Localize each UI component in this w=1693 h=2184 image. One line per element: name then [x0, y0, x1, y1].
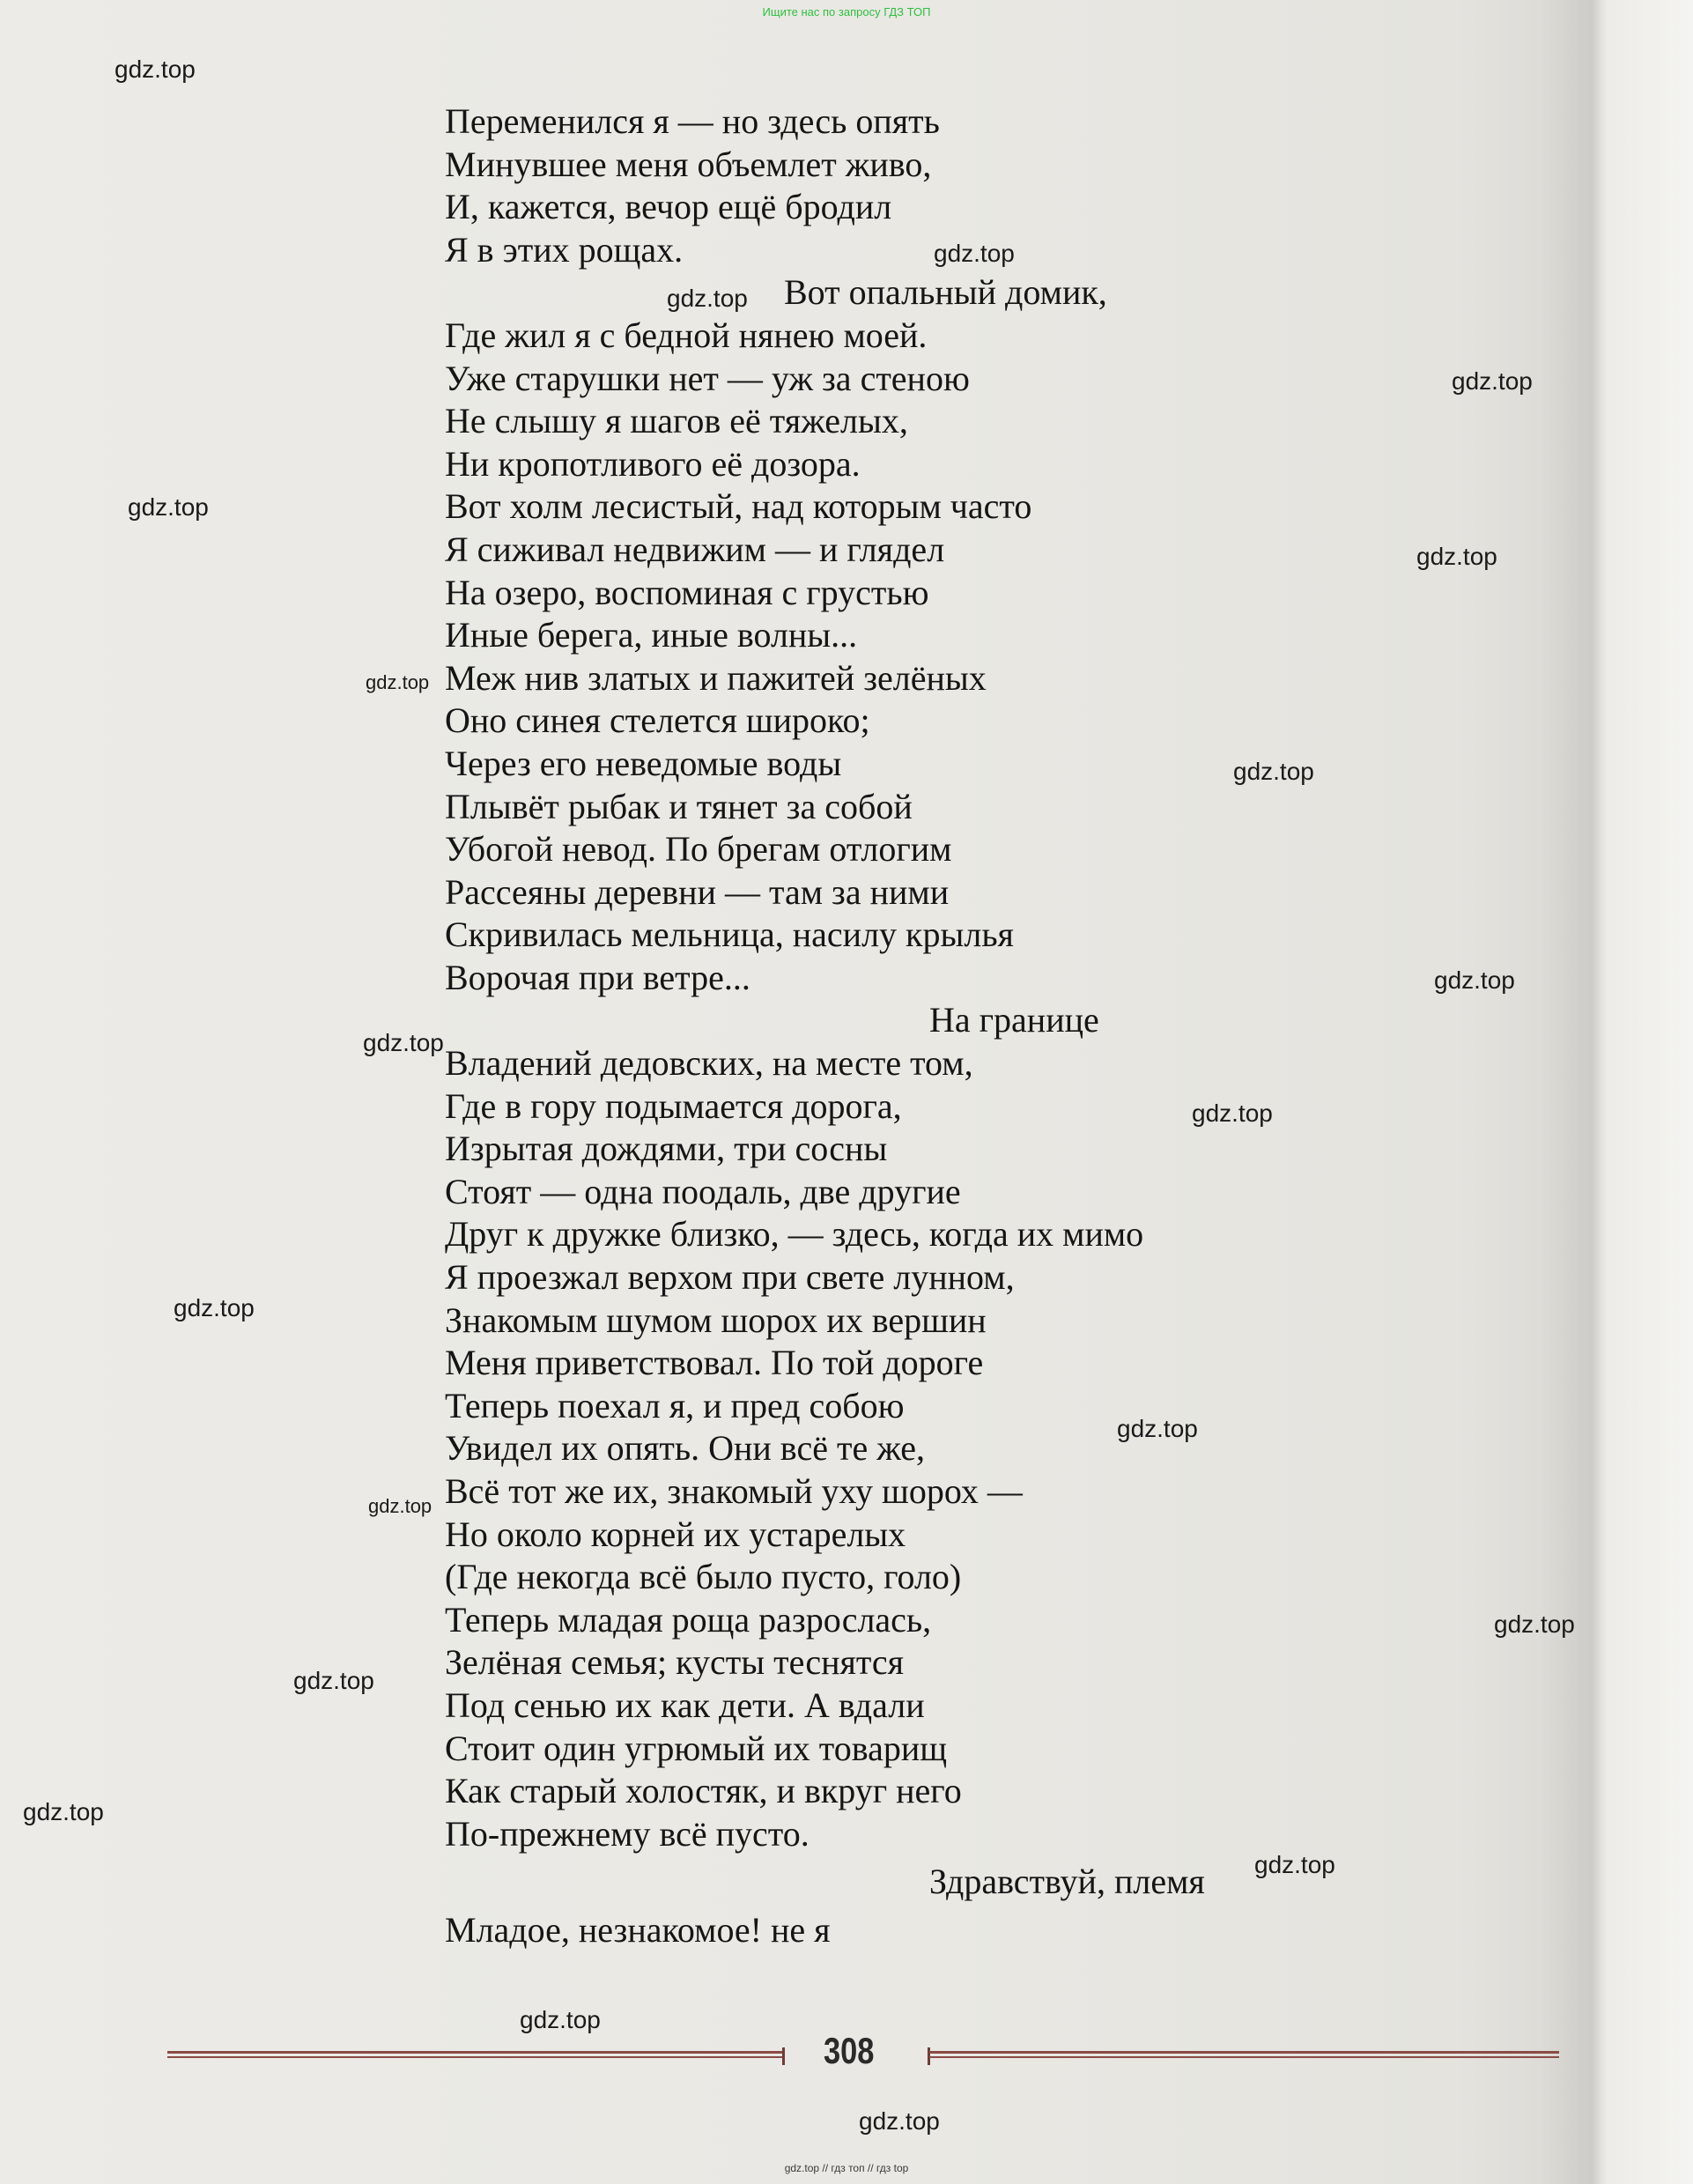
- poem-line: Рассеяны деревни — там за ними: [445, 871, 950, 912]
- poem-line: Но около корней их устарелых: [445, 1514, 906, 1554]
- poem-line: Минувшее меня объемлет живо,: [445, 144, 932, 184]
- footer-rule-left: [167, 2051, 784, 2058]
- watermark: gdz.top: [23, 1798, 104, 1825]
- poem-line: Друг к дружке близко, — здесь, когда их мимо: [445, 1214, 1144, 1255]
- poem-line: Всё тот же их, знакомый уху шорох —: [445, 1471, 1023, 1511]
- poem-line: Ни кропотливого её дозора.: [445, 443, 861, 484]
- poem-line: Стоит один угрюмый их товарищ: [445, 1728, 948, 1768]
- poem-line: Вот холм лесистый, над которым часто: [445, 486, 1032, 527]
- poem-line: Где жил я с бедной нянею моей.: [445, 315, 928, 355]
- poem-line: Теперь поехал я, и пред собою: [445, 1385, 905, 1425]
- poem-line: Стоят — одна поодаль, две другие: [445, 1171, 961, 1211]
- watermark: gdz.top: [1494, 1610, 1575, 1638]
- poem-line: И, кажется, вечор ещё бродил: [445, 187, 892, 227]
- poem-line: Под сенью их как дети. А вдали: [445, 1684, 925, 1725]
- watermark: gdz.top: [520, 2006, 601, 2033]
- watermark: gdz.top: [1117, 1415, 1198, 1442]
- watermark: gdz.top: [1233, 758, 1314, 785]
- poem-line: Я проезжал верхом при свете лунном,: [445, 1257, 1015, 1298]
- poem-line: Знакомым шумом шорох их вершин: [445, 1299, 987, 1340]
- poem-line: Иные берега, иные волны...: [445, 615, 858, 655]
- poem-line: Меня приветствовал. По той дороге: [445, 1343, 984, 1383]
- watermark: gdz.top: [1452, 367, 1533, 395]
- poem-line: Уже старушки нет — уж за стеною: [445, 358, 970, 398]
- bottom-links[interactable]: gdz.top // гдз топ // гдз top: [784, 2162, 909, 2174]
- poem-line: Через его неведомые воды: [445, 743, 842, 783]
- watermark: gdz.top: [1192, 1099, 1273, 1127]
- poem-line: Ворочая при ветре...: [445, 957, 750, 997]
- poem-line: Теперь младая роща разрослась,: [445, 1599, 932, 1640]
- watermark: gdz.top: [1434, 966, 1515, 994]
- poem-line: На границе: [929, 1000, 1099, 1040]
- poem-line: Убогой невод. По брегам отлогим: [445, 829, 952, 870]
- poem-line: Увидел их опять. Они всё те же,: [445, 1428, 926, 1469]
- top-banner[interactable]: Ищите нас по запросу ГДЗ ТОП: [762, 5, 931, 19]
- poem-line: Владений дедовских, на месте том,: [445, 1043, 973, 1084]
- poem-line: Плывёт рыбак и тянет за собой: [445, 786, 913, 826]
- watermark: gdz.top: [128, 493, 209, 521]
- poem-line: Где в гору подымается дорога,: [445, 1085, 902, 1126]
- poem-line: На озеро, воспоминая с грустью: [445, 572, 929, 612]
- page-footer: [167, 2028, 1559, 2081]
- footer-rule-cap: [782, 2047, 785, 2065]
- poem-line: Переменился я — но здесь опять: [445, 101, 940, 141]
- poem-line: Зелёная семья; кусты теснятся: [445, 1642, 905, 1683]
- poem-line: По-прежнему всё пусто.: [445, 1813, 810, 1854]
- poem-text: [445, 100, 1458, 1952]
- watermark: gdz.top: [174, 1294, 255, 1322]
- poem-line: Я сиживал недвижим — и глядел: [445, 529, 945, 569]
- poem-line: Скривилась мельница, насилу крылья: [445, 914, 1014, 955]
- poem-line: Вот опальный домик,: [784, 272, 1107, 313]
- poem-line: Изрытая дождями, три сосны: [445, 1129, 888, 1169]
- poem-line: Не слышу я шагов её тяжелых,: [445, 401, 908, 441]
- poem-line: Оно синея стелется широко;: [445, 700, 870, 741]
- watermark: gdz.top: [115, 56, 196, 83]
- poem-line: Как старый холостяк, и вкруг него: [445, 1771, 962, 1811]
- watermark: gdz.top: [293, 1667, 374, 1694]
- watermark: gdz.top: [934, 240, 1015, 267]
- poem-line: Младое, незнакомое! не я: [445, 1909, 831, 1950]
- page-fold-shadow: [1577, 0, 1608, 2184]
- watermark: gdz.top: [363, 1029, 444, 1056]
- watermark: gdz.top: [859, 2107, 940, 2135]
- watermark: gdz.top: [366, 671, 430, 693]
- watermark: gdz.top: [667, 285, 748, 312]
- page-number: 308: [824, 2030, 875, 2071]
- poem-line: (Где некогда всё было пусто, голо): [445, 1557, 962, 1597]
- poem-line: Меж нив златых и пажитей зелёных: [445, 657, 987, 698]
- poem-line: Здравствуй, племя: [929, 1862, 1205, 1902]
- watermark: gdz.top: [1416, 543, 1497, 570]
- footer-rule-right: [929, 2051, 1559, 2058]
- poem-line: Я в этих рощах.: [445, 229, 684, 270]
- watermark: gdz.top: [1254, 1851, 1335, 1878]
- watermark: gdz.top: [368, 1495, 432, 1517]
